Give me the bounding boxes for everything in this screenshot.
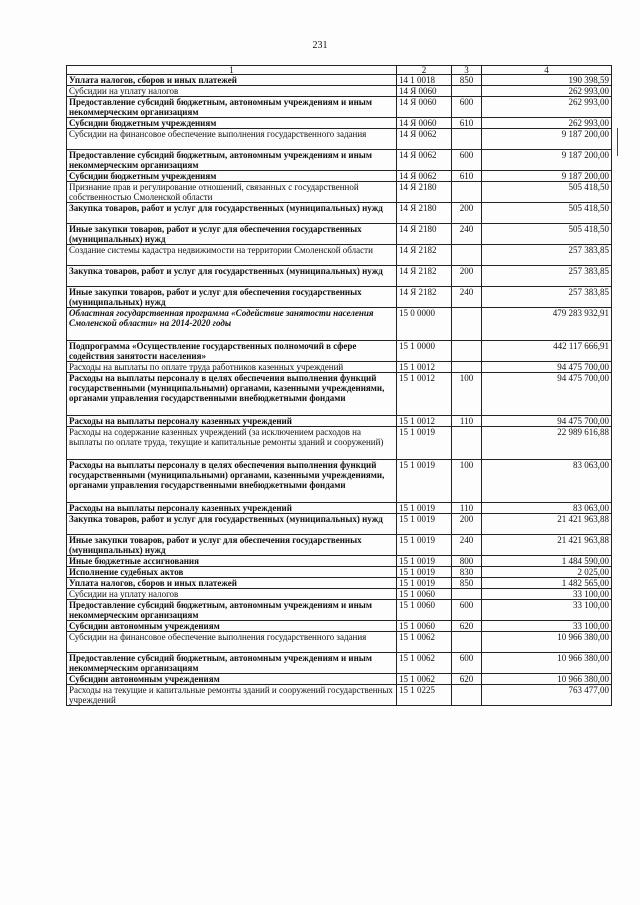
- table-row: [67, 674, 612, 685]
- row-vr: 200: [452, 514, 482, 535]
- table-row: [67, 118, 612, 129]
- table-row: [67, 416, 612, 427]
- table-row: [67, 182, 612, 203]
- row-name: Признание прав и регулирование отношений, связанных с государственной собственностью Смоленской области: [67, 182, 397, 203]
- table-row: [67, 341, 612, 362]
- row-name: Субсидии автономным учреждениям: [67, 674, 397, 685]
- row-code: 14 Я 0060: [397, 118, 452, 129]
- row-code: 15 1 0225: [397, 685, 452, 706]
- row-sum: 94 475 700,00: [482, 362, 612, 373]
- table-row: [67, 245, 612, 266]
- row-vr: [452, 308, 482, 341]
- table-row: [67, 362, 612, 373]
- row-code: 15 1 0019: [397, 514, 452, 535]
- row-sum: 505 418,50: [482, 182, 612, 203]
- row-code: 14 Я 2180: [397, 182, 452, 203]
- row-sum: 9 187 200,00: [482, 171, 612, 182]
- row-name: Субсидии на финансовое обеспечение выполнения государственного задания: [67, 129, 397, 150]
- budget-table: [66, 65, 612, 706]
- table-row: [67, 621, 612, 632]
- row-code: 14 Я 2182: [397, 245, 452, 266]
- row-vr: [452, 129, 482, 150]
- table-row: [67, 685, 612, 706]
- row-sum: 257 383,85: [482, 287, 612, 308]
- row-name: Областная государственная программа «Содействие занятости населения Смоленской области» на 2014-2020 годы: [67, 308, 397, 341]
- row-vr: [452, 589, 482, 600]
- row-name: Предоставление субсидий бюджетным, автономным учреждениям и иным некоммерческим организациям: [67, 97, 397, 118]
- row-vr: 620: [452, 621, 482, 632]
- row-sum: 10 966 380,00: [482, 653, 612, 674]
- table-body: [67, 75, 612, 706]
- table-row: [67, 308, 612, 341]
- row-sum: 505 418,50: [482, 224, 612, 245]
- row-code: 15 1 0000: [397, 341, 452, 362]
- table-row: [67, 171, 612, 182]
- table-row: [67, 589, 612, 600]
- row-code: 14 Я 2182: [397, 287, 452, 308]
- row-code: 14 1 0018: [397, 75, 452, 86]
- row-sum: 9 187 200,00: [482, 150, 612, 171]
- row-sum: 1 484 590,00: [482, 556, 612, 567]
- row-vr: 200: [452, 203, 482, 224]
- row-sum: 442 117 666,91: [482, 341, 612, 362]
- row-sum: 21 421 963,88: [482, 514, 612, 535]
- table-row: [67, 150, 612, 171]
- table-row: [67, 224, 612, 245]
- table-row: [67, 535, 612, 556]
- row-sum: 83 063,00: [482, 460, 612, 503]
- row-name: Субсидии автономным учреждениям: [67, 621, 397, 632]
- row-name: Иные закупки товаров, работ и услуг для обеспечения государственных (муниципальных) нужд: [67, 287, 397, 308]
- row-name: Расходы на выплаты персоналу в целях обеспечения выполнения функций государственными (муниципальными) органами, казенными учреждениями, органами управления государственными внебюджетными фондами: [67, 460, 397, 503]
- row-vr: 600: [452, 97, 482, 118]
- row-name: Расходы на выплаты персоналу в целях обеспечения выполнения функций государственными (муниципальными) органами, казенными учреждениями, органами управления государственными внебюджетными фондами: [67, 373, 397, 416]
- row-name: Закупка товаров, работ и услуг для государственных (муниципальных) нужд: [67, 266, 397, 287]
- row-name: Закупка товаров, работ и услуг для государственных (муниципальных) нужд: [67, 203, 397, 224]
- table-row: [67, 567, 612, 578]
- row-sum: 10 966 380,00: [482, 674, 612, 685]
- row-code: 15 1 0060: [397, 589, 452, 600]
- row-name: Расходы на текущие и капитальные ремонты зданий и сооружений государственных учреждений: [67, 685, 397, 706]
- table-row: [67, 556, 612, 567]
- row-vr: [452, 86, 482, 97]
- row-vr: 600: [452, 600, 482, 621]
- row-sum: 33 100,00: [482, 621, 612, 632]
- row-code: 15 1 0019: [397, 503, 452, 514]
- row-sum: 257 383,85: [482, 266, 612, 287]
- row-sum: 9 187 200,00: [482, 129, 612, 150]
- row-vr: 100: [452, 373, 482, 416]
- row-vr: 600: [452, 150, 482, 171]
- row-name: Предоставление субсидий бюджетным, автономным учреждениям и иным некоммерческим организациям: [67, 653, 397, 674]
- row-name: Предоставление субсидий бюджетным, автономным учреждениям и иным некоммерческим организациям: [67, 150, 397, 171]
- row-code: 15 1 0019: [397, 578, 452, 589]
- row-name: Субсидии на уплату налогов: [67, 86, 397, 97]
- row-code: 15 1 0019: [397, 427, 452, 460]
- row-code: 14 Я 2180: [397, 203, 452, 224]
- row-name: Уплата налогов, сборов и иных платежей: [67, 75, 397, 86]
- page-number: 231: [312, 40, 328, 51]
- row-code: 15 1 0019: [397, 556, 452, 567]
- row-vr: 610: [452, 171, 482, 182]
- row-name: Иные закупки товаров, работ и услуг для обеспечения государственных (муниципальных) нужд: [67, 535, 397, 556]
- row-name: Иные бюджетные ассигнования: [67, 556, 397, 567]
- row-sum: 1 482 565,00: [482, 578, 612, 589]
- row-vr: 110: [452, 416, 482, 427]
- table-row: [67, 129, 612, 150]
- row-code: 15 1 0019: [397, 460, 452, 503]
- row-code: 15 1 0062: [397, 632, 452, 653]
- row-code: 15 1 0012: [397, 373, 452, 416]
- row-code: 15 1 0019: [397, 567, 452, 578]
- table-header-row: [67, 66, 612, 75]
- header-col-sum: 4: [482, 66, 612, 75]
- table-row: [67, 653, 612, 674]
- header-col-vr: 3: [452, 66, 482, 75]
- row-sum: 763 477,00: [482, 685, 612, 706]
- table-row: [67, 75, 612, 86]
- row-code: 14 Я 0060: [397, 86, 452, 97]
- row-name: Иные закупки товаров, работ и услуг для обеспечения государственных (муниципальных) нужд: [67, 224, 397, 245]
- table-row: [67, 514, 612, 535]
- row-code: 15 1 0060: [397, 600, 452, 621]
- row-code: 15 1 0012: [397, 416, 452, 427]
- row-vr: [452, 632, 482, 653]
- row-vr: 100: [452, 460, 482, 503]
- row-sum: 505 418,50: [482, 203, 612, 224]
- row-vr: 600: [452, 653, 482, 674]
- row-vr: [452, 341, 482, 362]
- table-row: [67, 373, 612, 416]
- row-sum: 2 025,00: [482, 567, 612, 578]
- row-sum: 94 475 700,00: [482, 416, 612, 427]
- row-name: Уплата налогов, сборов и иных платежей: [67, 578, 397, 589]
- row-vr: 850: [452, 75, 482, 86]
- row-sum: 257 383,85: [482, 245, 612, 266]
- header-col-code: 2: [397, 66, 452, 75]
- row-sum: 33 100,00: [482, 589, 612, 600]
- row-vr: [452, 427, 482, 460]
- table-row: [67, 266, 612, 287]
- row-sum: 10 966 380,00: [482, 632, 612, 653]
- row-vr: [452, 245, 482, 266]
- row-vr: [452, 182, 482, 203]
- row-name: Расходы на содержание казенных учреждений (за исключением расходов на выплаты по оплате труда, текущие и капитальные ремонты зданий и сооружений): [67, 427, 397, 460]
- row-name: Расходы на выплаты персоналу казенных учреждений: [67, 503, 397, 514]
- row-code: 15 1 0062: [397, 674, 452, 685]
- row-vr: 610: [452, 118, 482, 129]
- row-vr: 800: [452, 556, 482, 567]
- row-name: Создание системы кадастра недвижимости на территории Смоленской области: [67, 245, 397, 266]
- row-sum: 83 063,00: [482, 503, 612, 514]
- row-name: Субсидии бюджетным учреждениям: [67, 171, 397, 182]
- row-name: Расходы на выплаты по оплате труда работников казенных учреждений: [67, 362, 397, 373]
- table-row: [67, 86, 612, 97]
- row-code: 14 Я 0062: [397, 171, 452, 182]
- row-vr: 850: [452, 578, 482, 589]
- row-sum: 33 100,00: [482, 600, 612, 621]
- row-code: 15 0 0000: [397, 308, 452, 341]
- row-sum: 262 993,00: [482, 86, 612, 97]
- row-code: 14 Я 2180: [397, 224, 452, 245]
- row-vr: 240: [452, 224, 482, 245]
- row-vr: 200: [452, 266, 482, 287]
- table-row: [67, 503, 612, 514]
- row-sum: 262 993,00: [482, 118, 612, 129]
- row-vr: 110: [452, 503, 482, 514]
- table-row: [67, 578, 612, 589]
- row-vr: [452, 685, 482, 706]
- row-name: Предоставление субсидий бюджетным, автономным учреждениям и иным некоммерческим организациям: [67, 600, 397, 621]
- row-name: Подпрограмма «Осуществление государственных полномочий в сфере содействия занятости населения»: [67, 341, 397, 362]
- row-sum: 479 283 932,91: [482, 308, 612, 341]
- row-code: 15 1 0062: [397, 653, 452, 674]
- row-code: 15 1 0019: [397, 535, 452, 556]
- scan-artifact-line: [617, 128, 618, 156]
- row-vr: 240: [452, 287, 482, 308]
- row-sum: 190 398,59: [482, 75, 612, 86]
- row-sum: 94 475 700,00: [482, 373, 612, 416]
- row-code: 14 Я 0060: [397, 97, 452, 118]
- row-code: 15 1 0012: [397, 362, 452, 373]
- row-code: 14 Я 0062: [397, 129, 452, 150]
- table-row: [67, 632, 612, 653]
- table-row: [67, 203, 612, 224]
- row-vr: 830: [452, 567, 482, 578]
- row-name: Субсидии на финансовое обеспечение выполнения государственного задания: [67, 632, 397, 653]
- row-sum: 262 993,00: [482, 97, 612, 118]
- row-vr: [452, 362, 482, 373]
- table-row: [67, 97, 612, 118]
- row-name: Расходы на выплаты персоналу казенных учреждений: [67, 416, 397, 427]
- table-row: [67, 460, 612, 503]
- row-name: Закупка товаров, работ и услуг для государственных (муниципальных) нужд: [67, 514, 397, 535]
- row-sum: 21 421 963,88: [482, 535, 612, 556]
- row-code: 14 Я 2182: [397, 266, 452, 287]
- row-code: 14 Я 0062: [397, 150, 452, 171]
- row-vr: 620: [452, 674, 482, 685]
- row-name: Субсидии бюджетным учреждениям: [67, 118, 397, 129]
- table-row: [67, 600, 612, 621]
- row-vr: 240: [452, 535, 482, 556]
- row-sum: 22 989 616,88: [482, 427, 612, 460]
- header-col-name: 1: [67, 66, 397, 75]
- row-code: 15 1 0060: [397, 621, 452, 632]
- table-row: [67, 427, 612, 460]
- row-name: Исполнение судебных актов: [67, 567, 397, 578]
- row-name: Субсидии на уплату налогов: [67, 589, 397, 600]
- table-row: [67, 287, 612, 308]
